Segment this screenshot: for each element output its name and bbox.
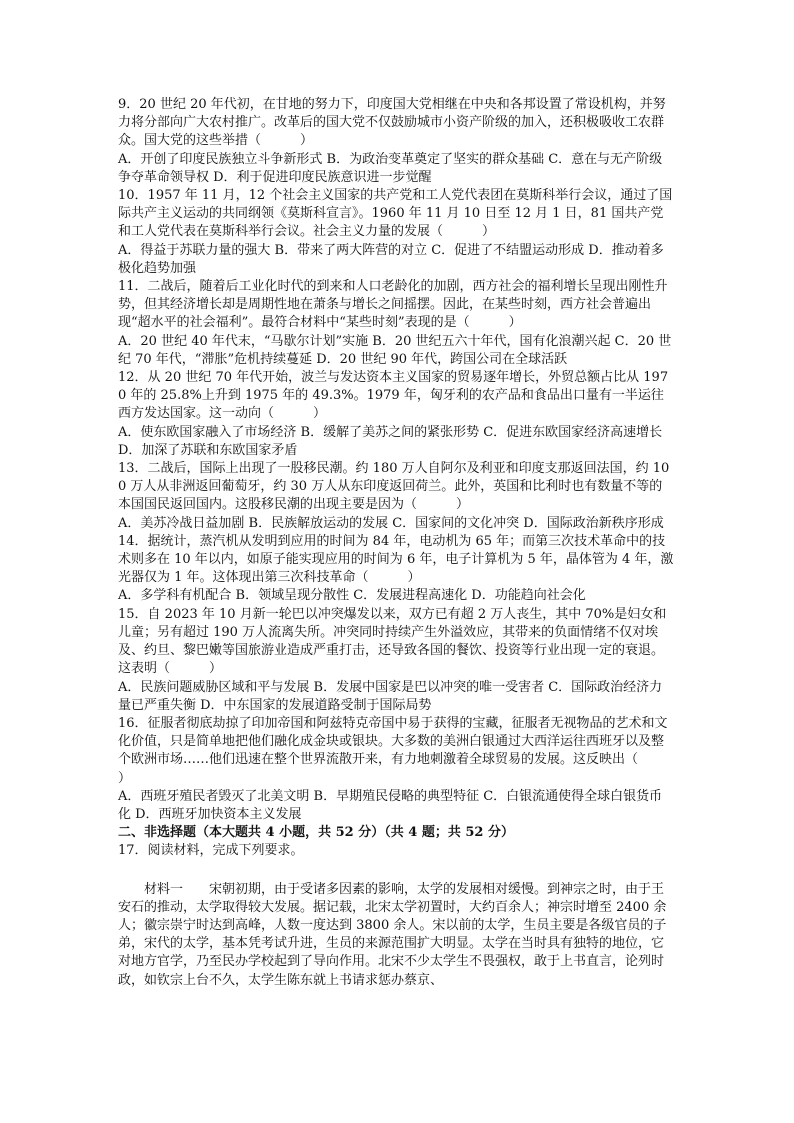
- question-12-options: A．使东欧国家融入了市场经济 B．缓解了美苏之间的紧张形势 C．促进东欧国家经济高速增长 D．加深了苏联和东欧国家矛盾: [118, 424, 667, 458]
- question-9-options: A．开创了印度民族独立斗争新形式 B．为政治变革奠定了坚实的群众基础 C．意在与无产阶级争夺革命领导权 D．利于促进印度民族意识进一步觉醒: [118, 151, 663, 185]
- section-heading: 二、非选择题（本大题共 4 小题，共 52 分）（共 4 题；共 52 分）: [118, 825, 514, 841]
- question-12-stem: 12．从 20 世纪 70 年代开始，波兰与发达资本主义国家的贸易逐年增长，外贸总额占比从 1970 年的 25.8%上升到 1975 年的 49.3%。1979 年，匈牙利的农产品和食品出口量有一半运往西方发达国家。这一动向（ ）: [118, 370, 669, 422]
- question-14-stem: 14．据统计，蒸汽机从发明到应用的时间为 84 年，电动机为 65 年；而第三次技术革命中的技术则多在 10 年以内，如原子能实现应用的时间为 6 年，电子计算机为 5 年，晶体管为 4 年，激光器仅为 1 年。这体现出第三次科技革命（ ）: [118, 533, 674, 586]
- question-11-options: A．20 世纪 40 年代末，“马歇尔计划”实施 B．20 世纪五六十年代，国有化浪潮兴起 C．20 世纪 70 年代，“滞胀”危机持续蔓延 D．20 世纪 90 年代，跨国公司在全球活跃: [118, 333, 672, 367]
- question-14-options: A．多学科有机配合 B．领域呈现分散性 C．发展进程高速化 D．功能趋向社会化: [118, 588, 586, 604]
- question-9-stem: 9．20 世纪 20 年代初，在甘地的努力下，印度国大党相继在中央和各邦设置了常设机构，并努力将分部向广大农村推广。改革后的国大党不仅鼓励城市小资产阶级的加入，还积极吸收工农群众。国大党的这些举措（ ）: [118, 97, 666, 149]
- question-10-options: A．得益于苏联力量的强大 B．带来了两大阵营的对立 C．促进了不结盟运动形成 D．推动着多极化趋势加强: [118, 242, 664, 276]
- question-17-intro: 17．阅读材料，完成下列要求。: [118, 843, 304, 859]
- question-16-stem: 16．征服者彻底劫掠了印加帝国和阿兹特克帝国中易于获得的宝藏，征服者无视物品的艺术和文化价值，只是简单地把他们融化成金块或银块。大多数的美洲白银通过大西洋运往西班牙以及整个欧洲市场……他们迅速在整个世界流散开来，有力地刺激着全球贸易的发展。这反映出（ ）: [118, 715, 678, 786]
- question-10-stem: 10．1957 年 11 月，12 个社会主义国家的共产党和工人党代表团在莫斯科举行会议，通过了国际共产主义运动的共同纲领《莫斯科宣言》。1960 年 11 月 10 日至 12 月 1 日，81 国共产党和工人党代表在莫斯科举行会议。社会主义力量的发展（ ）: [118, 188, 673, 240]
- question-13-options: A．美苏冷战日益加剧 B．民族解放运动的发展 C．国家间的文化冲突 D．国际政治新秩序形成: [118, 515, 664, 531]
- question-16-options: A．西班牙殖民者毁灭了北美文明 B．早期殖民侵略的典型特征 C．白银流通使得全球白银货币化 D．西班牙加快资本主义发展: [118, 788, 663, 822]
- material-one-text: 材料一 宋朝初期，由于受诸多因素的影响，太学的发展相对缓慢。到神宗之时，由于王安石的推动，太学取得较大发展。据记载，北宋太学初置时，大约百余人；神宗时增至 2400 余人；徽宗崇宁时达到高峰，人数一度达到 3800 余人。宋以前的太学，生员主要是各级官员的子弟，宋代的太学，基本凭考试升进，生员的来源范围扩大明显。太学在当时具有独特的地位，它对地方官学，乃至民办学校起到了导向作用。北宋不少太学生不畏强权，敢于上书直言，论列时政，如钦宗上台不久，太学生陈东就上书请求惩办蔡京、: [118, 881, 667, 988]
- exam-page: [118, 96, 678, 990]
- question-11-stem: 11．二战后，随着后工业化时代的到来和人口老龄化的加剧，西方社会的福利增长呈现出刚性升势，但其经济增长却是周期性地在萧条与增长之间摇摆。因此，在某些时刻，西方社会普遍出现“超水平的社会福利”。最符合材料中“某些时刻”表现的是（ ）: [118, 279, 668, 331]
- question-15-stem: 15．自 2023 年 10 月新一轮巴以冲突爆发以来，双方已有超 2 万人丧生，其中 70%是妇女和儿童；另有超过 190 万人流离失所。冲突同时持续产生外溢效应，其带来的负面情绪不仅对埃及、约旦、黎巴嫩等国旅游业造成严重打击，还导致各国的餐饮、投资等行业出现一定的衰退。这表明（ ）: [118, 606, 667, 677]
- question-13-stem: 13．二战后，国际上出现了一股移民潮。约 180 万人自阿尔及利亚和印度支那返回法国，约 100 万人从非洲返回葡萄牙，约 30 万人从东印度返回荷兰。此外，英国和比利时也有数量不等的本国国民返回国内。这股移民潮的出现主要是因为（ ）: [118, 461, 670, 513]
- question-15-options: A．民族问题威胁区域和平与发展 B．发展中国家是巴以冲突的唯一受害者 C．国际政治经济力量已严重失衡 D．中东国家的发展道路受制于国际局势: [118, 679, 663, 713]
